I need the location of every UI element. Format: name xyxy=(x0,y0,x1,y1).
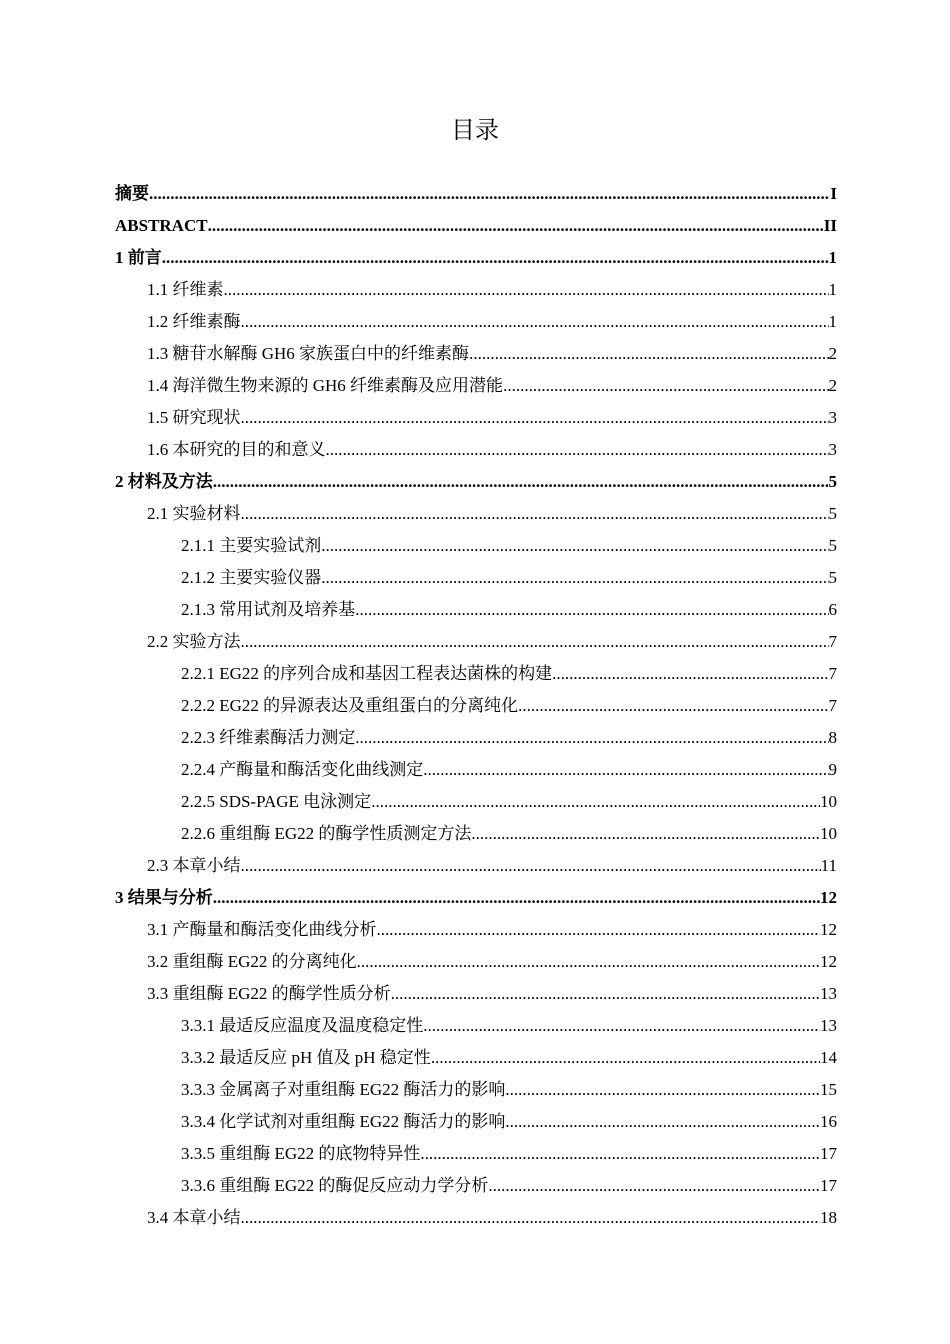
toc-entry-title: 3.3 重组酶 EG22 的酶学性质分析 xyxy=(147,984,391,1003)
toc-entry-page-number: 9 xyxy=(828,760,837,779)
toc-dot-leader xyxy=(423,1010,820,1042)
toc-entry-page-number: 10 xyxy=(820,824,837,843)
toc-entry-page-number: 5 xyxy=(828,472,837,491)
toc-entry[interactable] xyxy=(115,466,837,498)
toc-entry-title: 2.2.5 SDS-PAGE 电泳测定 xyxy=(181,792,372,811)
toc-dot-leader xyxy=(224,274,829,306)
toc-entry[interactable] xyxy=(115,306,837,338)
toc-entry[interactable] xyxy=(115,754,837,786)
toc-entry-title: 2.1 实验材料 xyxy=(147,504,241,523)
toc-dot-leader xyxy=(213,466,829,498)
toc-entry-page-number: 5 xyxy=(828,504,837,523)
toc-entry[interactable] xyxy=(115,1074,837,1106)
page-title: 目录 xyxy=(451,116,499,144)
toc-entry-page-number: 18 xyxy=(820,1208,837,1227)
toc-dot-leader xyxy=(149,178,830,210)
toc-entry[interactable] xyxy=(115,946,837,978)
toc-entry-title: 2.2.2 EG22 的异源表达及重组蛋白的分离纯化 xyxy=(181,696,519,715)
toc-entry-title: 3.3.5 重组酶 EG22 的底物特异性 xyxy=(181,1144,421,1163)
toc-entry[interactable] xyxy=(115,530,837,562)
toc-entry-title: 3.2 重组酶 EG22 的分离纯化 xyxy=(147,952,357,971)
toc-dot-leader xyxy=(371,786,820,818)
toc-entry[interactable] xyxy=(115,978,837,1010)
toc-entry-page-number: 7 xyxy=(828,696,837,715)
toc-entry-title: 3.3.3 金属离子对重组酶 EG22 酶活力的影响 xyxy=(181,1080,506,1099)
toc-entry-title: 摘要 xyxy=(115,184,149,203)
toc-entry-page-number: 5 xyxy=(828,536,837,555)
toc-entry-page-number: 3 xyxy=(828,408,837,427)
toc-entry-title: 1.4 海洋微生物来源的 GH6 纤维素酶及应用潜能 xyxy=(147,376,504,395)
toc-entry-title: 3 结果与分析 xyxy=(115,888,213,907)
toc-entry-page-number: 2 xyxy=(828,344,837,363)
toc-dot-leader xyxy=(357,946,820,978)
toc-entry-title: 3.1 产酶量和酶活变化曲线分析 xyxy=(147,920,377,939)
toc-entry-title: 3.3.6 重组酶 EG22 的酶促反应动力学分析 xyxy=(181,1176,489,1195)
toc-entry-title: 2 材料及方法 xyxy=(115,472,213,491)
toc-entry-title: 1.1 纤维素 xyxy=(147,280,224,299)
toc-entry-page-number: 13 xyxy=(820,984,837,1003)
toc-dot-leader xyxy=(503,370,828,402)
toc-entry-title: 2.2.3 纤维素酶活力测定 xyxy=(181,728,356,747)
table-of-contents xyxy=(115,178,837,1234)
toc-dot-leader xyxy=(518,690,828,722)
toc-dot-leader xyxy=(505,1106,820,1138)
toc-entry[interactable] xyxy=(115,338,837,370)
toc-entry[interactable] xyxy=(115,722,837,754)
toc-entry-page-number: 17 xyxy=(820,1176,837,1195)
toc-entry[interactable] xyxy=(115,434,837,466)
toc-entry-page-number: 7 xyxy=(828,632,837,651)
toc-entry[interactable] xyxy=(115,1138,837,1170)
toc-entry[interactable] xyxy=(115,498,837,530)
toc-dot-leader xyxy=(326,434,829,466)
toc-dot-leader xyxy=(420,1138,820,1170)
toc-entry-title: 2.1.2 主要实验仪器 xyxy=(181,568,322,587)
toc-dot-leader xyxy=(241,498,829,530)
toc-entry[interactable] xyxy=(115,210,837,242)
toc-entry-page-number: 7 xyxy=(828,664,837,683)
toc-entry[interactable] xyxy=(115,274,837,306)
toc-dot-leader xyxy=(423,754,828,786)
toc-dot-leader xyxy=(488,1170,820,1202)
toc-dot-leader xyxy=(505,1074,820,1106)
toc-dot-leader xyxy=(241,850,821,882)
toc-dot-leader xyxy=(355,722,828,754)
toc-dot-leader xyxy=(377,914,821,946)
toc-entry-page-number: 12 xyxy=(820,952,837,971)
toc-entry-page-number: 1 xyxy=(828,280,837,299)
toc-entry-page-number: 6 xyxy=(828,600,837,619)
toc-entry-page-number: 1 xyxy=(828,248,837,267)
toc-entry-title: 2.3 本章小结 xyxy=(147,856,241,875)
toc-entry-title: 3.4 本章小结 xyxy=(147,1208,241,1227)
toc-entry[interactable] xyxy=(115,626,837,658)
toc-entry-title: 2.2.1 EG22 的序列合成和基因工程表达菌株的构建 xyxy=(181,664,553,683)
toc-entry-title: 3.3.4 化学试剂对重组酶 EG22 酶活力的影响 xyxy=(181,1112,506,1131)
toc-entry-title: 2.2.6 重组酶 EG22 的酶学性质测定方法 xyxy=(181,824,472,843)
toc-entry-page-number: 16 xyxy=(820,1112,837,1131)
toc-entry[interactable] xyxy=(115,370,837,402)
toc-entry[interactable] xyxy=(115,658,837,690)
toc-entry-title: 3.3.2 最适反应 pH 值及 pH 稳定性 xyxy=(181,1048,431,1067)
toc-entry[interactable] xyxy=(115,786,837,818)
toc-dot-leader xyxy=(355,594,828,626)
toc-entry-page-number: I xyxy=(830,184,837,203)
toc-entry[interactable] xyxy=(115,594,837,626)
toc-entry[interactable] xyxy=(115,1202,837,1234)
toc-entry-page-number: 12 xyxy=(820,888,837,907)
toc-dot-leader xyxy=(321,530,828,562)
toc-entry-title: 1 前言 xyxy=(115,248,162,267)
toc-entry-page-number: 11 xyxy=(820,856,837,875)
toc-dot-leader xyxy=(552,658,828,690)
toc-entry-title: 2.1.1 主要实验试剂 xyxy=(181,536,322,555)
toc-entry[interactable] xyxy=(115,1106,837,1138)
toc-entry[interactable] xyxy=(115,242,837,274)
toc-entry-title: 2.2.4 产酶量和酶活变化曲线测定 xyxy=(181,760,424,779)
toc-entry-page-number: 17 xyxy=(820,1144,837,1163)
toc-entry[interactable] xyxy=(115,690,837,722)
toc-entry[interactable] xyxy=(115,818,837,850)
toc-entry[interactable] xyxy=(115,562,837,594)
toc-entry-title: 1.6 本研究的目的和意义 xyxy=(147,440,326,459)
toc-dot-leader xyxy=(213,882,820,914)
toc-entry[interactable] xyxy=(115,850,837,882)
toc-dot-leader xyxy=(241,626,829,658)
toc-entry[interactable] xyxy=(115,914,837,946)
toc-dot-leader xyxy=(241,1202,821,1234)
toc-entry-page-number: 12 xyxy=(820,920,837,939)
toc-entry-title: 1.2 纤维素酶 xyxy=(147,312,241,331)
toc-dot-leader xyxy=(469,338,828,370)
toc-dot-leader xyxy=(241,402,829,434)
toc-entry-page-number: 13 xyxy=(820,1016,837,1035)
toc-dot-leader xyxy=(162,242,829,274)
toc-entry-page-number: 14 xyxy=(820,1048,837,1067)
toc-entry-page-number: 15 xyxy=(820,1080,837,1099)
toc-entry-page-number: 5 xyxy=(828,568,837,587)
toc-dot-leader xyxy=(208,210,824,242)
toc-entry[interactable] xyxy=(115,1042,837,1074)
toc-entry-title: 3.3.1 最适反应温度及温度稳定性 xyxy=(181,1016,424,1035)
toc-entry-title: 2.1.3 常用试剂及培养基 xyxy=(181,600,356,619)
toc-entry[interactable] xyxy=(115,882,837,914)
toc-entry-page-number: 3 xyxy=(828,440,837,459)
toc-entry-page-number: 10 xyxy=(820,792,837,811)
toc-entry-page-number: 8 xyxy=(828,728,837,747)
toc-dot-leader xyxy=(321,562,828,594)
toc-entry-page-number: 1 xyxy=(828,312,837,331)
toc-entry[interactable] xyxy=(115,1010,837,1042)
toc-dot-leader xyxy=(391,978,820,1010)
toc-entry-title: 2.2 实验方法 xyxy=(147,632,241,651)
toc-entry[interactable] xyxy=(115,402,837,434)
toc-entry[interactable] xyxy=(115,1170,837,1202)
toc-entry-page-number: II xyxy=(823,216,837,235)
toc-entry-page-number: 2 xyxy=(828,376,837,395)
toc-dot-leader xyxy=(471,818,820,850)
toc-entry-title: 1.3 糖苷水解酶 GH6 家族蛋白中的纤维素酶 xyxy=(147,344,470,363)
toc-dot-leader xyxy=(431,1042,820,1074)
toc-entry[interactable] xyxy=(115,178,837,210)
toc-entry-title: ABSTRACT xyxy=(115,216,208,235)
toc-entry-title: 1.5 研究现状 xyxy=(147,408,241,427)
toc-dot-leader xyxy=(241,306,829,338)
